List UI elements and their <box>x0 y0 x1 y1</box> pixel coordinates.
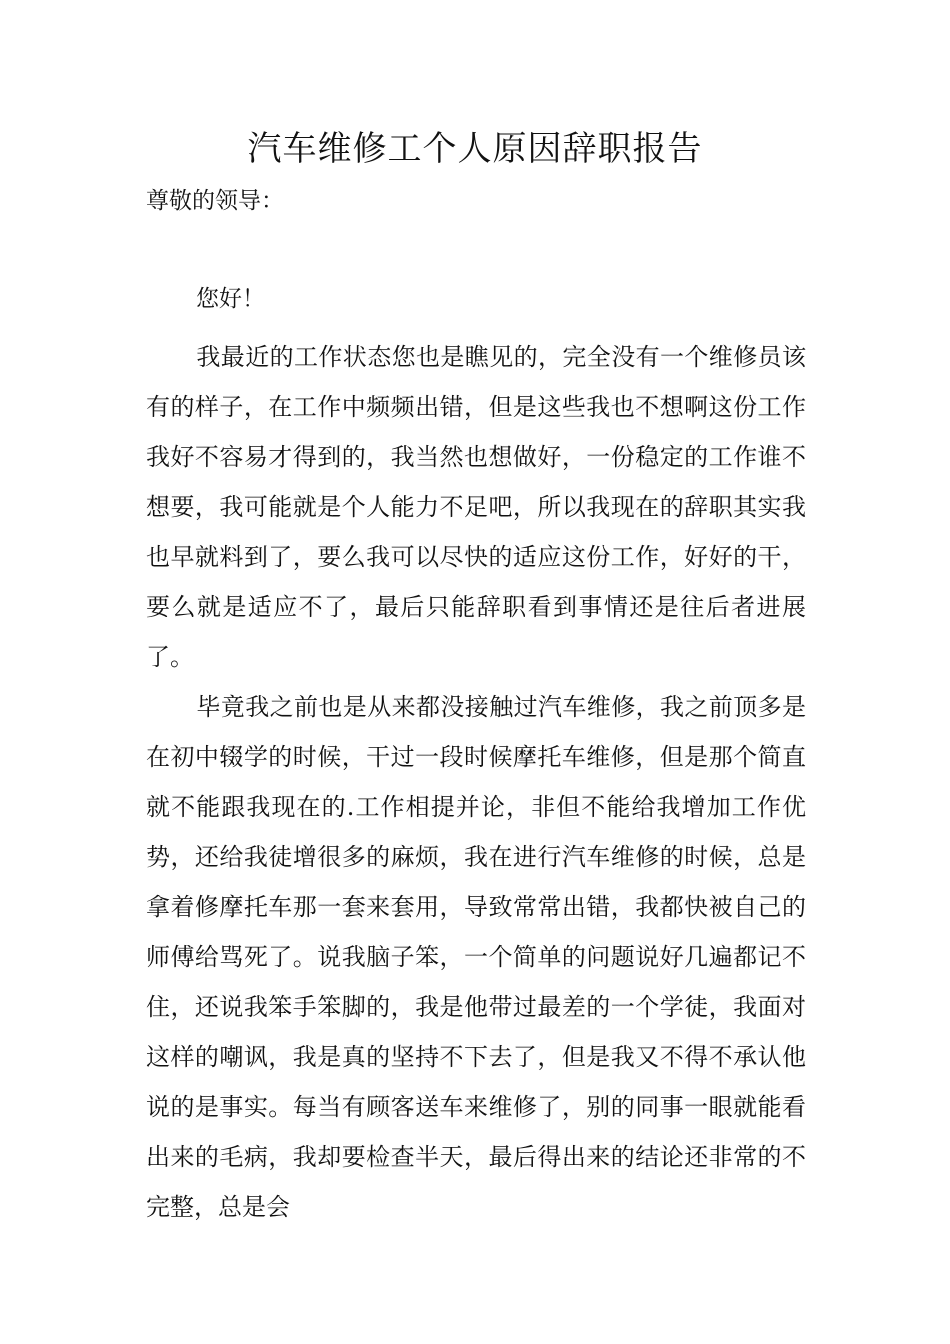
paragraph: 我最近的工作状态您也是瞧见的，完全没有一个维修员该有的样子，在工作中频频出错，但是这些我也不想啊这份工作我好不容易才得到的，我当然也想做好，一份稳定的工作谁不想要，我可能就是个人能力不足吧，所以我现在的辞职其实我也早就料到了，要么我可以尽快的适应这份工作，好好的干，要么就是适应不了，最后只能辞职看到事情还是往后者进展了。 <box>146 343 806 671</box>
document-title: 汽车维修工个人原因辞职报告 <box>247 129 703 169</box>
salutation: 尊敬的领导： <box>146 188 284 214</box>
body-text <box>146 332 806 1232</box>
greeting: 您好！ <box>196 286 265 312</box>
paragraph: 毕竟我之前也是从来都没接触过汽车维修，我之前顶多是在初中辍学的时候，干过一段时候摩托车维修，但是那个简直就不能跟我现在的.工作相提并论，非但不能给我增加工作优势，还给我徒增很多的麻烦，我在进行汽车维修的时候，总是拿着修摩托车那一套来套用，导致常常出错，我都快被自己的师傅给骂死了。说我脑子笨，一个简单的问题说好几遍都记不住，还说我笨手笨脚的，我是他带过最差的一个学徒，我面对这样的嘲讽，我是真的坚持不下去了，但是我又不得不承认他说的是事实。每当有顾客送车来维修了，别的同事一眼就能看出来的毛病，我却要检查半天，最后得出来的结论还非常的不完整，总是会 <box>146 693 806 1221</box>
